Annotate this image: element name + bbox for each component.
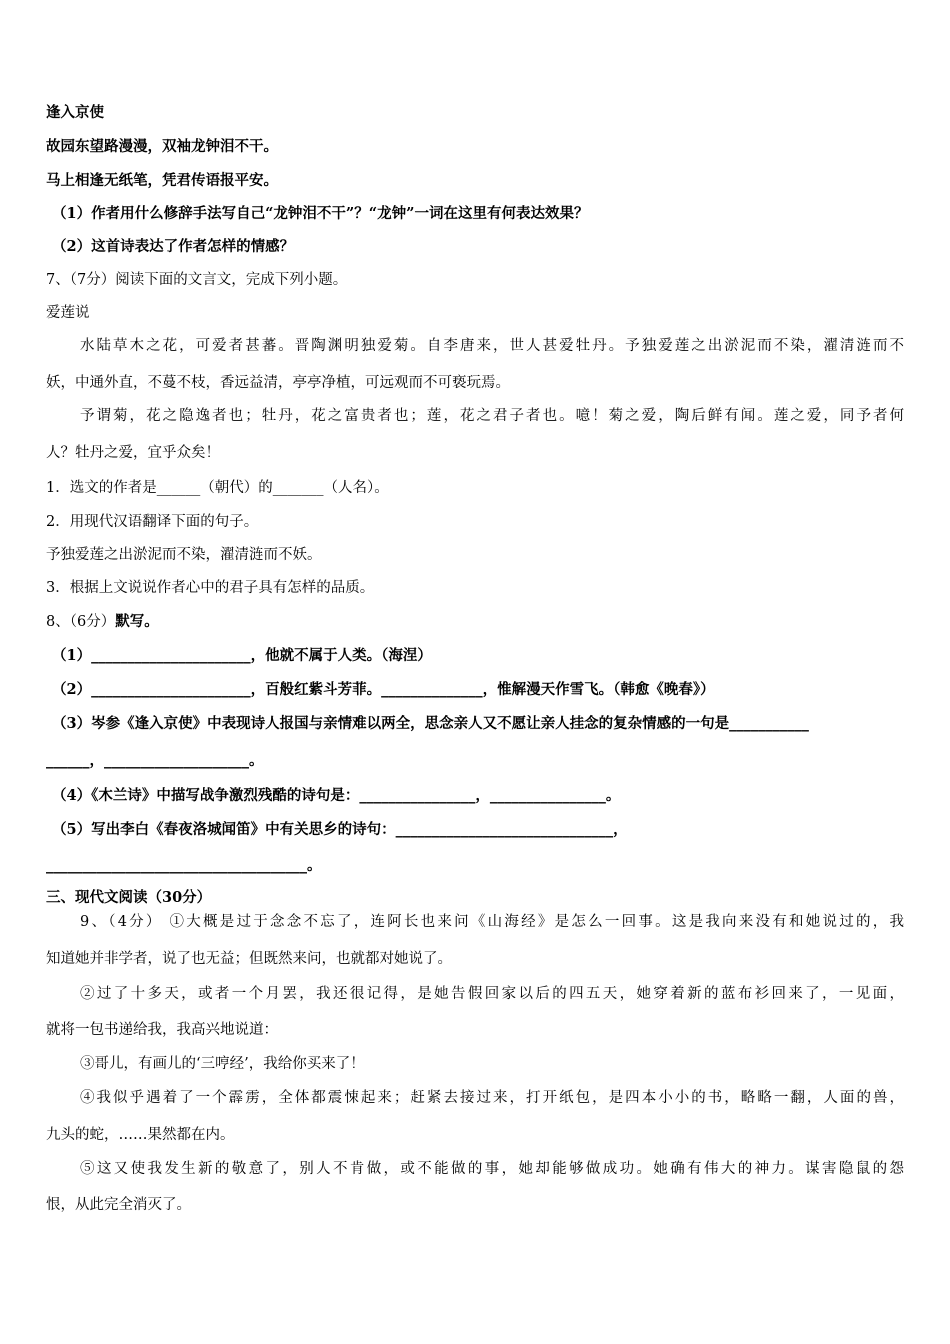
section-3-heading: 三、现代文阅读（30分） [46, 889, 212, 906]
poem-question-2: （2）这首诗表达了作者怎样的情感？ [52, 238, 295, 255]
q8-header [46, 612, 159, 632]
q7-passage-p1-line1: 水陆草木之花，可爱者甚蕃。晋陶渊明独爱菊。自李唐来，世人甚爱牡丹。予独爱莲之出淤泥而不染，濯清涟而不 [80, 338, 904, 354]
q7-sub-question-2-sentence: 予独爱莲之出淤泥而不染，濯清涟而不妖。 [46, 547, 322, 563]
q8-header-title: 默写。 [115, 613, 159, 630]
poem-line-2: 马上相逢无纸笔，凭君传语报平安。 [46, 172, 278, 189]
q7-sub-question-3: 3．根据上文说说作者心中的君子具有怎样的品质。 [46, 580, 375, 596]
q8-header-prefix: 8、（6分） [46, 614, 116, 630]
q7-passage-p1-line2: 妖，中通外直，不蔓不枝，香远益清，亭亭净植，可远观而不可亵玩焉。 [46, 375, 510, 391]
q8-item-1: （1）______________________，他就不属于人类。（海涅） [52, 647, 432, 664]
q8-item-4: （4）《木兰诗》中描写战争激烈残酷的诗句是：________________，________________。 [52, 787, 621, 804]
poem-title: 逢入京使 [46, 104, 104, 121]
q8-item-3-line2: ______，____________________。 [46, 752, 264, 769]
q9-p2-line1: ②过了十多天，或者一个月罢，我还很记得，是她告假回家以后的四五天，她穿着新的蓝布衫回来了，一见面， [80, 986, 904, 1002]
q7-passage-title: 爱莲说 [46, 305, 90, 321]
q8-item-5-line2: ____________________________________。 [46, 857, 322, 874]
q9-p5-line1: ⑤这又使我发生新的敬意了，别人不肯做，或不能做的事，她却能够做成功。她确有伟大的神力。谋害隐鼠的怨 [80, 1161, 904, 1177]
q9-p5-line2: 恨，从此完全消灭了。 [46, 1197, 191, 1213]
q7-passage-p2-line2: 人？牡丹之爱，宜乎众矣！ [46, 445, 220, 461]
q7-header: 7、（7分）阅读下面的文言文，完成下列小题。 [46, 272, 348, 288]
q9-p1-line2: 知道她并非学者，说了也无益；但既然来问，也就都对她说了。 [46, 951, 452, 967]
q9-p2-line2: 就将一包书递给我，我高兴地说道： [46, 1022, 278, 1038]
poem-question-1: （1）作者用什么修辞手法写自己“龙钟泪不干”？“龙钟”一词在这里有何表达效果？ [52, 205, 589, 222]
q8-item-5-line1: （5）写出李白《春夜洛城闻笛》中有关思乡的诗句：______________________________， [52, 821, 628, 838]
q7-passage-p2-line1: 予谓菊，花之隐逸者也；牡丹，花之富贵者也；莲，花之君子者也。噫！菊之爱，陶后鲜有闻。莲之爱，同予者何 [80, 408, 904, 424]
q8-item-2: （2）______________________，百般红紫斗芳菲。______________，惟解漫天作雪飞。（韩愈《晚春》） [52, 681, 715, 698]
q9-p4-line2: 九头的蛇，……果然都在内。 [46, 1127, 235, 1143]
q9-p3: ③哥儿，有画儿的‘三哼经’，我给你买来了！ [80, 1056, 365, 1072]
q8-item-3-line1: （3）岑参《逢入京使》中表现诗人报国与亲情难以两全，思念亲人又不愿让亲人挂念的复杂情感的一句是___________ [52, 715, 809, 732]
q9-p4-line1: ④我似乎遇着了一个霹雳，全体都震悚起来；赶紧去接过来，打开纸包，是四本小小的书，略略一翻，人面的兽， [80, 1090, 904, 1106]
poem-line-1: 故园东望路漫漫，双袖龙钟泪不干。 [46, 138, 278, 155]
q7-sub-question-2: 2．用现代汉语翻译下面的句子。 [46, 514, 259, 530]
q9-p1-line1: 9、（4分） ①大概是过于念念不忘了，连阿长也来问《山海经》是怎么一回事。这是我向来没有和她说过的，我 [80, 914, 904, 930]
q7-sub-question-1: 1．选文的作者是______（朝代）的_______（人名）。 [46, 480, 389, 496]
